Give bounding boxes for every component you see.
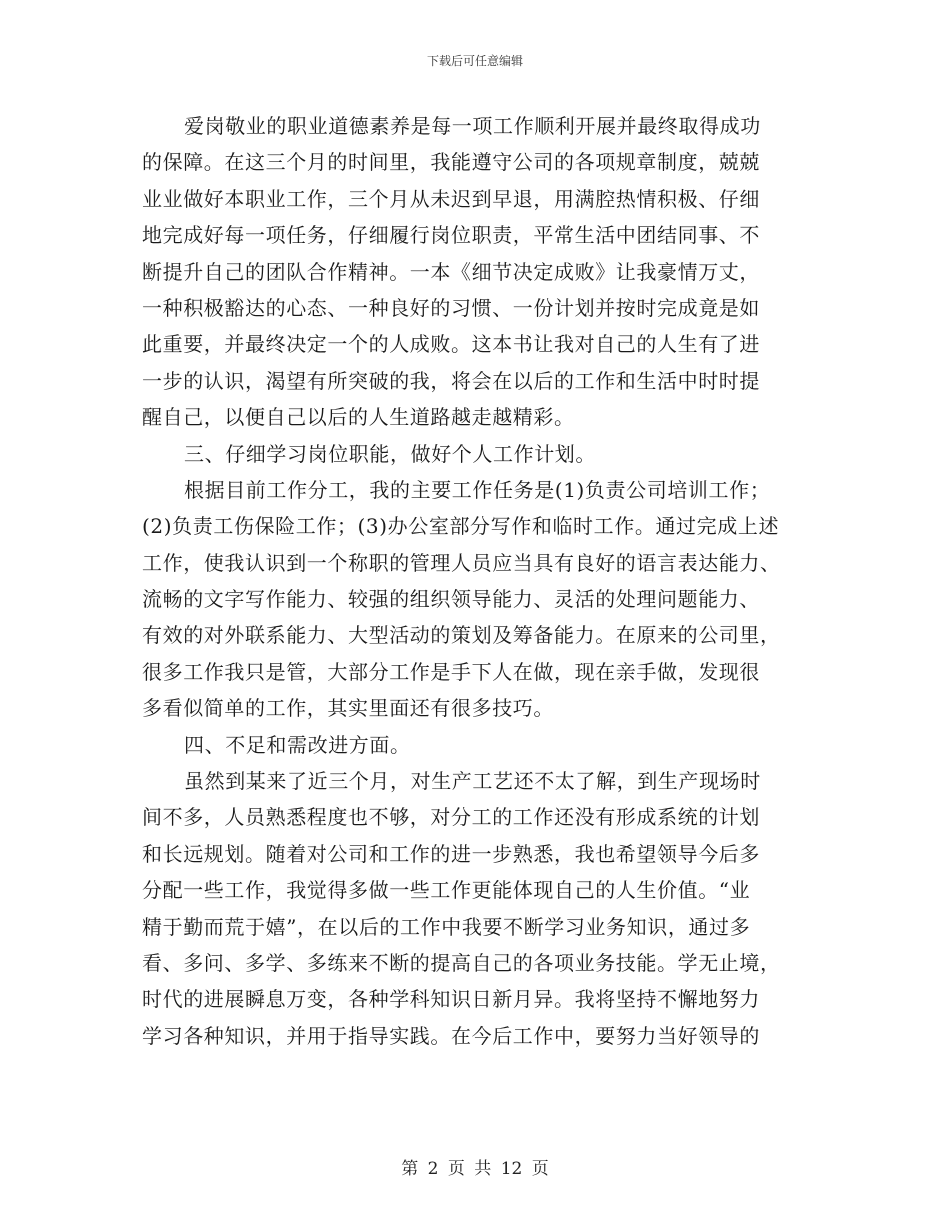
body-line: 流畅的文字写作能力、较强的组织领导能力、灵活的处理问题能力、 [142,587,760,612]
body-line: 虽然到某来了近三个月，对生产工艺还不太了解，到生产现场时 [184,769,761,794]
body-line: 根据目前工作分工，我的主要工作任务是(1)负责公司培训工作； [184,477,771,502]
body-line: 一种积极豁达的心态、一种良好的习惯、一份计划并按时完成竟是如 [142,295,760,320]
body-line: 精于勤而荒于嬉”，在以后的工作中我要不断学习业务知识，通过多 [142,914,751,939]
section-heading: 三、仔细学习岗位职能，做好个人工作计划。 [184,441,596,466]
document-body [142,108,808,1054]
section-heading: 四、不足和需改进方面。 [184,732,411,757]
body-line: 断提升自己的团队合作精神。一本《细节决定成败》让我豪情万丈， [142,259,760,284]
body-line: 时代的进展瞬息万变，各种学科知识日新月异。我将坚持不懈地努力 [142,987,760,1012]
body-line: 醒自己，以便自己以后的人生道路越走越精彩。 [142,405,575,430]
body-line: 地完成好每一项任务，仔细履行岗位职责，平常生活中团结同事、不 [142,223,760,248]
body-line: 分配一些工作，我觉得多做一些工作更能体现自己的人生价值。“业 [142,878,751,903]
body-line: 有效的对外联系能力、大型活动的策划及筹备能力。在原来的公司里， [142,623,781,648]
body-line: 业业做好本职业工作，三个月从未迟到早退，用满腔热情积极、仔细 [142,186,760,211]
body-line: 的保障。在这三个月的时间里，我能遵守公司的各项规章制度，兢兢 [142,150,760,175]
body-line: 爱岗敬业的职业道德素养是每一项工作顺利开展并最终取得成功 [184,114,761,138]
body-line: 此重要，并最终决定一个的人成败。这本书让我对自己的人生有了进 [142,332,760,357]
body-line: 一步的认识，渴望有所突破的我，将会在以后的工作和生活中时时提 [142,368,760,393]
body-line: 多看似简单的工作，其实里面还有很多技巧。 [142,696,554,721]
body-line: 学习各种知识，并用于指导实践。在今后工作中，要努力当好领导的 [142,1023,760,1048]
page-number-footer: 第 2 页 共 12 页 [401,1159,549,1179]
body-line: 很多工作我只是管，大部分工作是手下人在做，现在亲手做，发现很 [142,659,760,684]
body-line: 看、多问、多学、多练来不断的提高自己的各项业务技能。学无止境， [142,950,781,975]
page-header: 下载后可任意编辑 [426,54,523,68]
body-line: (2)负责工伤保险工作；(3)办公室部分写作和临时工作。通过完成上述 [142,514,780,539]
body-line: 工作，使我认识到一个称职的管理人员应当具有良好的语言表达能力、 [142,550,781,575]
body-line: 间不多，人员熟悉程度也不够，对分工的工作还没有形成系统的计划 [142,805,760,830]
body-line: 和长远规划。随着对公司和工作的进一步熟悉，我也希望领导今后多 [142,841,760,866]
